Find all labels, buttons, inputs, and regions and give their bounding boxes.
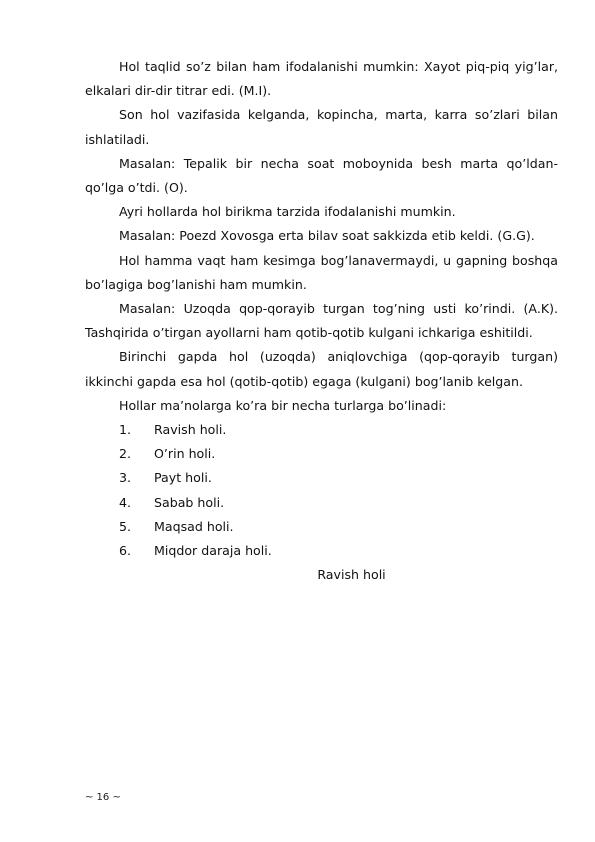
list-number: 4. — [119, 494, 132, 510]
list-item — [85, 539, 558, 563]
list-item — [85, 491, 558, 515]
paragraph: Masalan: Poezd Xovosga erta bilav soat sakkizda etib keldi. (G.G). — [119, 228, 535, 244]
list-item — [85, 442, 558, 466]
list-text: Maqsad holi. — [154, 518, 234, 534]
list-number: 3. — [119, 470, 132, 486]
list-text: Payt holi. — [154, 470, 212, 486]
paragraph: Birinchi gapda hol (uzoqda) aniqlovchiga (qop-qorayib turgan) ikkinchi gapda esa hol (qotib-qotib) egaga (kulgani) bog’lanib kelgan. — [85, 349, 558, 389]
paragraph: Hollar ma’nolarga ko’ra bir necha turlarga bo’linadi: — [119, 397, 447, 413]
paragraph: Son hol vazifasida kelganda, kopincha, marta, karra so’zlari bilan ishlatiladi. — [85, 107, 558, 147]
list-number: 1. — [119, 422, 132, 438]
section-heading: Ravish holi — [317, 567, 386, 583]
list-number: 2. — [119, 446, 132, 462]
paragraph: Masalan: Uzoqda qop-qorayib turgan tog’ning usti ko’rindi. (A.K). Tashqirida o’tirgan ayollarni ham qotib-qotib kulgani ichkariga eshitildi. — [85, 301, 558, 341]
document-page — [85, 55, 558, 587]
list-item — [85, 466, 558, 490]
list-item — [85, 418, 558, 442]
list-text: Ravish holi. — [154, 422, 227, 438]
list-number: 6. — [119, 543, 132, 559]
list-text: Miqdor daraja holi. — [154, 543, 272, 559]
paragraph: Ayri hollarda hol birikma tarzida ifodalanishi mumkin. — [119, 204, 456, 220]
types-list — [85, 418, 558, 563]
paragraph: Masalan: Tepalik bir necha soat moboynida besh marta qo’ldan-qo’lga o’tdi. (O). — [85, 155, 558, 196]
paragraph: Hol hamma vaqt ham kesimga bog’lanavermaydi, u gapning boshqa bo’lagiga bog’lanishi ham mumkin. — [85, 252, 558, 292]
list-text: O’rin holi. — [154, 446, 216, 462]
list-text: Sabab holi. — [154, 494, 225, 510]
page-number: ~ 16 ~ — [85, 792, 121, 803]
paragraph: Hol taqlid so’z bilan ham ifodalanishi mumkin: Xayot piq-piq yig’lar, elkalari dir-dir titrar edi. (M.I). — [85, 59, 558, 99]
list-item — [85, 515, 558, 539]
list-number: 5. — [119, 518, 132, 534]
